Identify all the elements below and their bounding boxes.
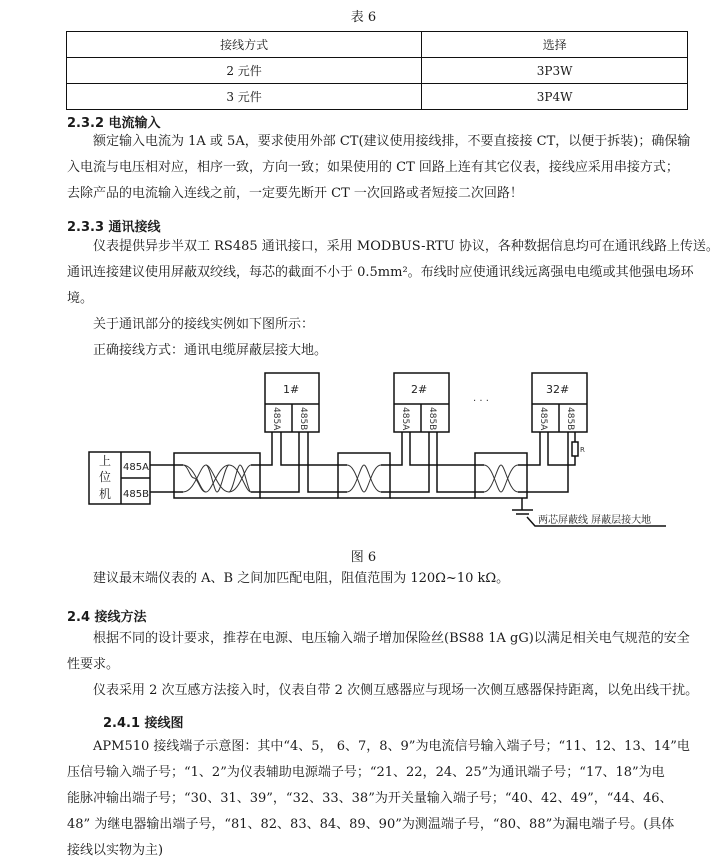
- table-header-row: [67, 32, 688, 58]
- termination-resistor: [572, 442, 578, 456]
- paragraph-line: 根据不同的设计要求，推荐在电源、电压输入端子增加保险丝(BS88 1A gG)以满足相关电气规范的安全: [93, 631, 690, 646]
- section-heading-2-4-1: 2.4.1 接线图: [103, 716, 184, 731]
- paragraph-line: 能脉冲输出端子号；“30、31、39”，“32、33、38”为开关量输入端子号；“40、42、49”，“44、46、: [67, 791, 673, 806]
- device-name: 1#: [283, 383, 300, 396]
- paragraph-line: 建议最末端仪表的 A、B 之间加匹配电阻，阻值范围为 120Ω~10 kΩ。: [93, 571, 510, 586]
- device-port-label: 485A: [400, 407, 410, 431]
- wiring-mode-table: [66, 31, 688, 110]
- resistor-note-paragraph: [67, 566, 689, 592]
- host-label: 位: [99, 470, 112, 484]
- more-devices-ellipsis: . . .: [473, 393, 489, 404]
- paragraph-line: 通讯连接建议使用屏蔽双绞线，每芯的截面不小于 0.5mm²。布线时应使通讯线远离强电电缆或其他强电场环: [67, 265, 694, 280]
- host-port-485b: 485B: [123, 489, 149, 500]
- paragraph-line: 去除产品的电流输入连线之前，一定要先断开 CT 一次回路或者短接二次回路！: [67, 186, 523, 201]
- ground-note: 两芯屏蔽线 屏蔽层接大地: [538, 515, 652, 526]
- communication-paragraph: [67, 234, 719, 364]
- device-port-label: 485A: [538, 407, 548, 431]
- table-caption: 表 6: [350, 10, 377, 25]
- twisted-pair-a: [183, 465, 251, 492]
- figure-caption: 图 6: [350, 550, 377, 565]
- current-input-paragraph: [67, 129, 689, 207]
- paragraph-line: 压信号输入端子号；“1、2”为仪表辅助电源端子号；“21、22，24、25”为通讯端子号；“17、18”为电: [67, 765, 665, 780]
- table-cell: 3P4W: [422, 84, 688, 110]
- device-port-label: 485B: [298, 407, 308, 431]
- device-port-label: 485B: [427, 407, 437, 431]
- paragraph-line: 接线以实物为主): [67, 843, 164, 858]
- table-cell: 3 元件: [67, 84, 422, 110]
- section-heading-2-3-2: 2.3.2 电流输入: [67, 116, 161, 131]
- table-cell: 2 元件: [67, 58, 422, 84]
- table-cell: 3P3W: [422, 58, 688, 84]
- section-heading-2-3-3: 2.3.3 通讯接线: [67, 220, 161, 235]
- rs485-wiring-diagram: [0, 360, 727, 540]
- device-port-label: 485A: [271, 407, 281, 431]
- paragraph-line: 仪表采用 2 次互感方法接入时，仪表自带 2 次侧互感器应与现场一次侧互感器保持距离，以免出线干扰。: [93, 683, 699, 698]
- paragraph-line: 境。: [67, 291, 94, 306]
- terminal-description-paragraph: [67, 734, 689, 864]
- paragraph-line: 仪表提供异步半双工 RS485 通讯接口，采用 MODBUS-RTU 协议，各种数据信息均可在通讯线路上传送。: [93, 239, 719, 254]
- host-label: 机: [99, 487, 112, 501]
- table-header-cell: 选择: [422, 32, 688, 58]
- paragraph-line: 入电流与电压相对应，相序一致，方向一致；如果使用的 CT 回路上连有其它仪表，接线应采用串接方式；: [67, 160, 679, 175]
- resistor-label: R: [580, 446, 585, 454]
- paragraph-line: 性要求。: [67, 657, 120, 672]
- host-port-485a: 485A: [123, 462, 149, 473]
- section-heading-2-4: 2.4 接线方法: [67, 610, 147, 625]
- table-header-cell: 接线方式: [67, 32, 422, 58]
- table-row: [67, 84, 688, 110]
- host-label: 上: [99, 454, 112, 468]
- wiring-method-paragraph: [67, 626, 699, 704]
- paragraph-line: 额定输入电流为 1A 或 5A，要求使用外部 CT(建议使用接线排，不要直接接 CT，以便于拆装)；确保输: [93, 134, 691, 149]
- paragraph-line: 正确接线方式：通讯电缆屏蔽层接大地。: [93, 343, 328, 358]
- device-name: 2#: [411, 383, 428, 396]
- device-port-label: 485B: [565, 407, 575, 431]
- paragraph-line: 关于通讯部分的接线实例如下图所示：: [93, 317, 315, 332]
- paragraph-line: APM510 接线端子示意图：其中“4、5， 6、7，8、9”为电流信号输入端子号；“11、12、13、14”电: [93, 739, 690, 754]
- paragraph-line: 48” 为继电器输出端子号，“81、82、83、84、89、90”为测温端子号，“80、88”为漏电端子号。(具体: [67, 817, 675, 832]
- twisted-pair-b: [183, 465, 251, 492]
- device-name: 32#: [546, 383, 570, 396]
- table-row: [67, 58, 688, 84]
